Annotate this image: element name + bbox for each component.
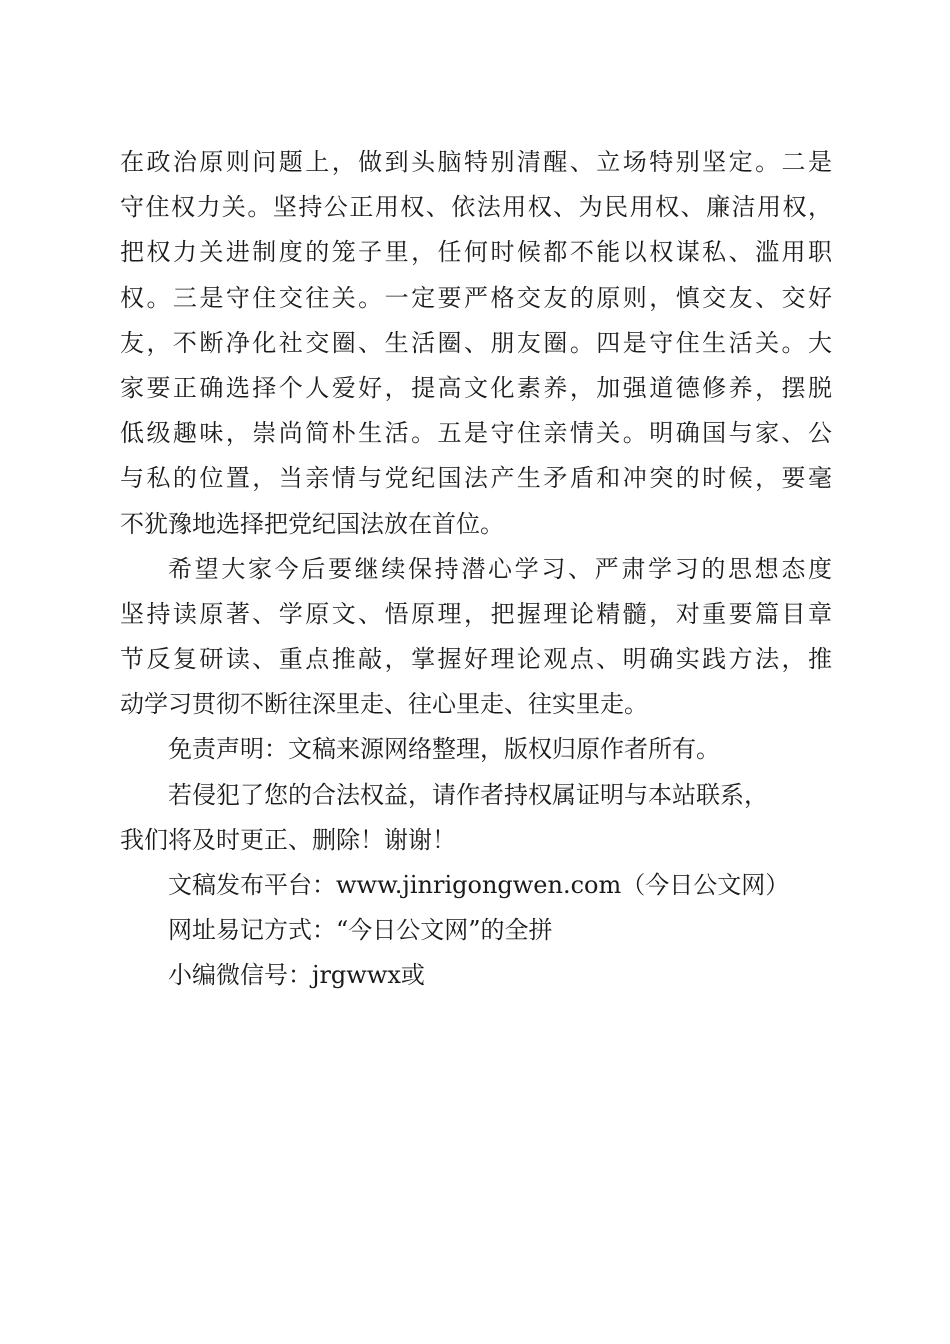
document-body <box>120 140 832 999</box>
platform-line: 文稿发布平台：www.jinrigongwen.com（今日公文网） <box>168 871 790 899</box>
text-line: 守住权力关。坚持公正用权、依法用权、为民用权、廉洁用权， <box>120 193 832 222</box>
text-line: 把权力关进制度的笼子里，任何时候都不能以权谋私、滥用职 <box>120 238 832 267</box>
text-line: 权。三是守住交往关。一定要严格交友的原则，慎交友、交好 <box>120 283 832 312</box>
disclaimer-line: 我们将及时更正、删除！谢谢！ <box>120 825 456 854</box>
text-line: 友，不断净化社交圈、生活圈、朋友圈。四是守住生活关。大 <box>120 328 832 357</box>
text-line: 低级趣味，崇尚简朴生活。五是守住亲情关。明确国与家、公 <box>120 419 832 448</box>
text-line: 不犹豫地选择把党纪国法放在首位。 <box>120 509 504 538</box>
text-line: 节反复研读、重点推敲，掌握好理论观点、明确实践方法，推 <box>120 645 832 674</box>
url-tip-line: 网址易记方式：“今日公文网”的全拼 <box>168 916 553 945</box>
text-line: 与私的位置，当亲情与党纪国法产生矛盾和冲突的时候，要毫 <box>120 464 832 493</box>
text-line: 动学习贯彻不断往深里走、往心里走、往实里走。 <box>120 690 648 719</box>
text-line: 希望大家今后要继续保持潜心学习、严肃学习的思想态度 <box>168 554 832 583</box>
disclaimer-line: 免责声明：文稿来源网络整理，版权归原作者所有。 <box>168 735 720 764</box>
wechat-line: 小编微信号：jrgwwx或 <box>168 961 425 990</box>
disclaimer-line: 若侵犯了您的合法权益，请作者持权属证明与本站联系， <box>168 780 768 809</box>
text-line: 坚持读原著、学原文、悟原理，把握理论精髓，对重要篇目章 <box>120 599 832 628</box>
text-line: 家要正确选择个人爱好，提高文化素养，加强道德修养，摆脱 <box>120 373 832 402</box>
text-line: 在政治原则问题上，做到头脑特别清醒、立场特别坚定。二是 <box>120 148 832 176</box>
